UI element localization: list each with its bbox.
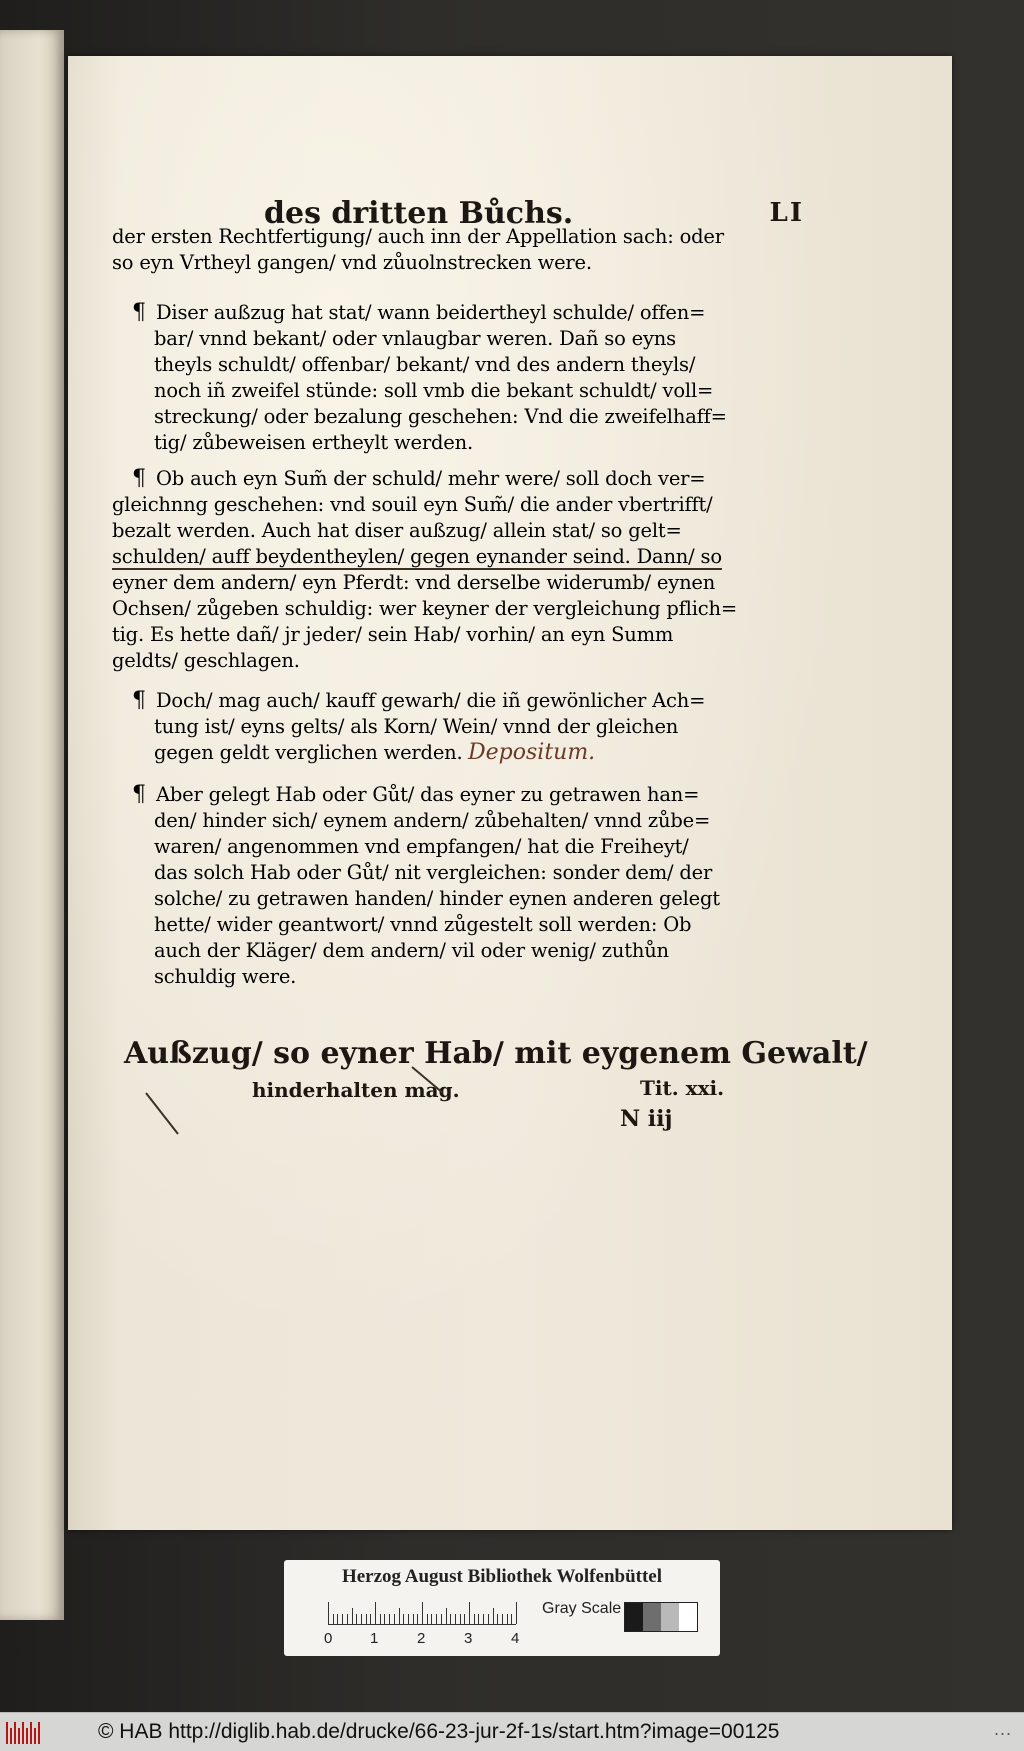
scale-ruler: [328, 1600, 516, 1625]
book-page: [68, 56, 952, 1530]
ruler-tick: [380, 1614, 381, 1624]
text-line-content: gegen geldt verglichen werden.: [154, 741, 463, 764]
text-line-content: gleichnng geschehen: vnd souil eyn Sum̃/ die ander vbertrifft/: [112, 493, 713, 516]
text-line-8: [154, 430, 812, 456]
text-line-24: [154, 886, 812, 912]
text-line-content: noch iñ zweifel stünde: soll vmb die bekant schuldt/ voll=: [154, 379, 714, 402]
text-line-content: Doch/ mag auch/ kauff gewarh/ die iñ gewönlicher Ach=: [156, 689, 706, 712]
text-line-14: [112, 596, 812, 622]
ruler-tick: [366, 1614, 367, 1624]
text-line-4: [154, 326, 812, 352]
scale-number-2: 2: [417, 1630, 426, 1647]
text-line-content: auch der Kläger/ dem andern/ vil oder wenig/ zuthůn: [154, 939, 669, 962]
logo-bar: [30, 1722, 32, 1744]
ruler-tick: [460, 1614, 461, 1624]
text-line-3: [132, 300, 812, 326]
ruler-tick: [431, 1614, 432, 1624]
text-line-content: Diser außzug hat stat/ wann beidertheyl schulde/ offen=: [156, 301, 706, 324]
text-line-content: tig/ zůbeweisen ertheylt werden.: [154, 431, 473, 454]
ruler-tick: [502, 1614, 503, 1624]
text-line-2: [112, 250, 812, 276]
ruler-tick: [474, 1614, 475, 1624]
scale-number-1: 1: [370, 1630, 379, 1647]
folio-number: LI: [769, 198, 804, 228]
ruler-tick: [497, 1614, 498, 1624]
ruler-tick: [436, 1614, 437, 1624]
ruler-tick: [361, 1614, 362, 1624]
text-line-content: bezalt werden. Auch hat diser außzug/ allein stat/ so gelt=: [112, 519, 682, 542]
ruler-tick: [389, 1614, 390, 1624]
text-line-content: so eyn Vrtheyl gangen/ vnd zůuolnstrecken were.: [112, 251, 592, 274]
section-subtitle: hinderhalten mag.: [252, 1078, 460, 1102]
text-line-content: theyls schuldt/ offenbar/ bekant/ vnd des andern theyls/: [154, 353, 696, 376]
gray-patch-1: [643, 1603, 661, 1631]
text-line-9: [132, 466, 812, 492]
paragraph-mark-icon: ¶: [132, 466, 146, 491]
text-line-content: den/ hinder sich/ eynem andern/ zůbehalten/ vnnd zůbe=: [154, 809, 711, 832]
text-line-content: Ob auch eyn Sum̃ der schuld/ mehr were/ soll doch ver=: [156, 467, 706, 490]
ruler-tick: [394, 1614, 395, 1624]
ruler-tick: [408, 1614, 409, 1624]
ruler-tick: [337, 1614, 338, 1624]
paragraph-mark-icon: ¶: [132, 688, 146, 713]
logo-bar: [34, 1728, 36, 1744]
ruler-tick: [356, 1614, 357, 1624]
text-line-1: [112, 224, 812, 250]
text-line-content: bar/ vnnd bekant/ oder vnlaugbar weren. Dañ so eyns: [154, 327, 676, 350]
logo-bar: [18, 1728, 20, 1744]
text-line-15: [112, 622, 812, 648]
text-line-11: [112, 518, 812, 544]
ruler-tick: [488, 1614, 489, 1624]
ruler-tick: [399, 1608, 400, 1624]
text-line-content: schuldig were.: [154, 965, 297, 988]
more-options-icon[interactable]: ...: [993, 1719, 1012, 1739]
text-line-content: tig. Es hette dañ/ jr jeder/ sein Hab/ vorhin/ an eyn Summ: [112, 623, 674, 646]
text-line-26: [154, 938, 812, 964]
title-number: Tit. xxi.: [640, 1076, 725, 1100]
institution-name: Herzog August Bibliothek Wolfenbüttel: [341, 1566, 663, 1587]
ruler-tick: [375, 1602, 376, 1624]
marginal-note-handwritten: Depositum.: [468, 740, 596, 765]
text-line-21: [154, 808, 812, 834]
ruler-tick: [516, 1602, 517, 1624]
text-line-17: [132, 688, 812, 714]
logo-bar: [14, 1722, 16, 1744]
ruler-tick: [328, 1602, 329, 1624]
text-line-5: [154, 352, 812, 378]
signature-mark: N iij: [620, 1106, 673, 1132]
scale-number-3: 3: [464, 1630, 473, 1647]
ruler-tick: [507, 1614, 508, 1624]
ruler-tick: [446, 1608, 447, 1624]
ruler-tick: [455, 1614, 456, 1624]
ruler-tick: [413, 1614, 414, 1624]
gray-scale-patches: [624, 1602, 698, 1632]
text-line-content: geldts/ geschlagen.: [112, 649, 300, 672]
text-line-content: tung ist/ eyns gelts/ als Korn/ Wein/ vnnd der gleichen: [154, 715, 679, 738]
calibration-card: [284, 1560, 720, 1656]
text-line-content: das solch Hab oder Gůt/ nit vergleichen: sonder dem/ der: [154, 861, 713, 884]
text-line-content: Ochsen/ zůgeben schuldig: wer keyner der vergleichung pflich=: [112, 597, 737, 620]
ruler-tick: [333, 1614, 334, 1624]
ruler-tick: [469, 1602, 470, 1624]
ruler-tick: [511, 1614, 512, 1624]
text-line-6: [154, 378, 812, 404]
status-bar: [0, 1712, 1024, 1751]
text-line-25: [154, 912, 812, 938]
logo-bar: [6, 1722, 8, 1744]
text-line-13: [112, 570, 812, 596]
text-line-content: waren/ angenommen vnd empfangen/ hat die Freiheyt/: [154, 835, 689, 858]
text-line-content: streckung/ oder bezalung geschehen: Vnd die zweifelhaff=: [154, 405, 727, 428]
ruler-tick: [478, 1614, 479, 1624]
ruler-tick: [450, 1614, 451, 1624]
hab-logo-icon: [6, 1722, 42, 1744]
text-line-10: [112, 492, 812, 518]
text-line-7: [154, 404, 812, 430]
ruler-tick: [384, 1614, 385, 1624]
ruler-tick: [347, 1614, 348, 1624]
text-line-18: [154, 714, 812, 740]
ruler-tick: [422, 1602, 423, 1624]
ruler-tick: [403, 1614, 404, 1624]
text-line-22: [154, 834, 812, 860]
text-line-content: schulden/ auff beydentheylen/ gegen eynander seind. Dann/ so: [112, 545, 722, 568]
ruler-tick: [464, 1614, 465, 1624]
text-line-27: [154, 964, 812, 990]
gray-patch-2: [661, 1603, 679, 1631]
pen-stroke-left: [145, 1092, 179, 1134]
text-line-content: Aber gelegt Hab oder Gůt/ das eyner zu getrawen han=: [156, 783, 700, 806]
paragraph-mark-icon: ¶: [132, 782, 146, 807]
logo-bar: [26, 1728, 28, 1744]
text-line-content: hette/ wider geantwort/ vnnd zůgestelt soll werden: Ob: [154, 913, 692, 936]
text-line-23: [154, 860, 812, 886]
ruler-tick: [352, 1608, 353, 1624]
text-line-16: [112, 648, 812, 674]
scale-number-0: 0: [324, 1630, 333, 1647]
ruler-tick: [441, 1614, 442, 1624]
text-line-12: [112, 544, 812, 570]
running-head-text: des dritten Bůchs.: [264, 196, 574, 231]
ruler-tick: [417, 1614, 418, 1624]
ruler-tick: [483, 1614, 484, 1624]
ruler-tick: [342, 1614, 343, 1624]
text-line-content: eyner dem andern/ eyn Pferdt: vnd derselbe widerumb/ eynen: [112, 571, 716, 594]
logo-bar: [22, 1722, 24, 1744]
text-line-20: [132, 782, 812, 808]
section-title: Außzug/ so eyner Hab/ mit eygenem Gewalt/: [124, 1036, 868, 1071]
gray-patch-0: [625, 1603, 643, 1631]
ruler-tick: [370, 1614, 371, 1624]
gray-scale-label: Gray Scale: [542, 1600, 622, 1617]
logo-bar: [10, 1728, 12, 1744]
paragraph-mark-icon: ¶: [132, 300, 146, 325]
ruler-tick: [427, 1614, 428, 1624]
ruler-tick: [493, 1608, 494, 1624]
source-url-text[interactable]: © HAB http://diglib.hab.de/drucke/66-23-jur-2f-1s/start.htm?image=00125: [98, 1720, 780, 1743]
text-line-content: der ersten Rechtfertigung/ auch inn der Appellation sach: oder: [112, 225, 724, 248]
gray-patch-3: [679, 1603, 697, 1631]
text-line-content: solche/ zu getrawen handen/ hinder eynen anderen gelegt: [154, 887, 720, 910]
scale-number-4: 4: [511, 1630, 520, 1647]
logo-bar: [38, 1722, 40, 1744]
previous-page-edge: [0, 30, 64, 1620]
